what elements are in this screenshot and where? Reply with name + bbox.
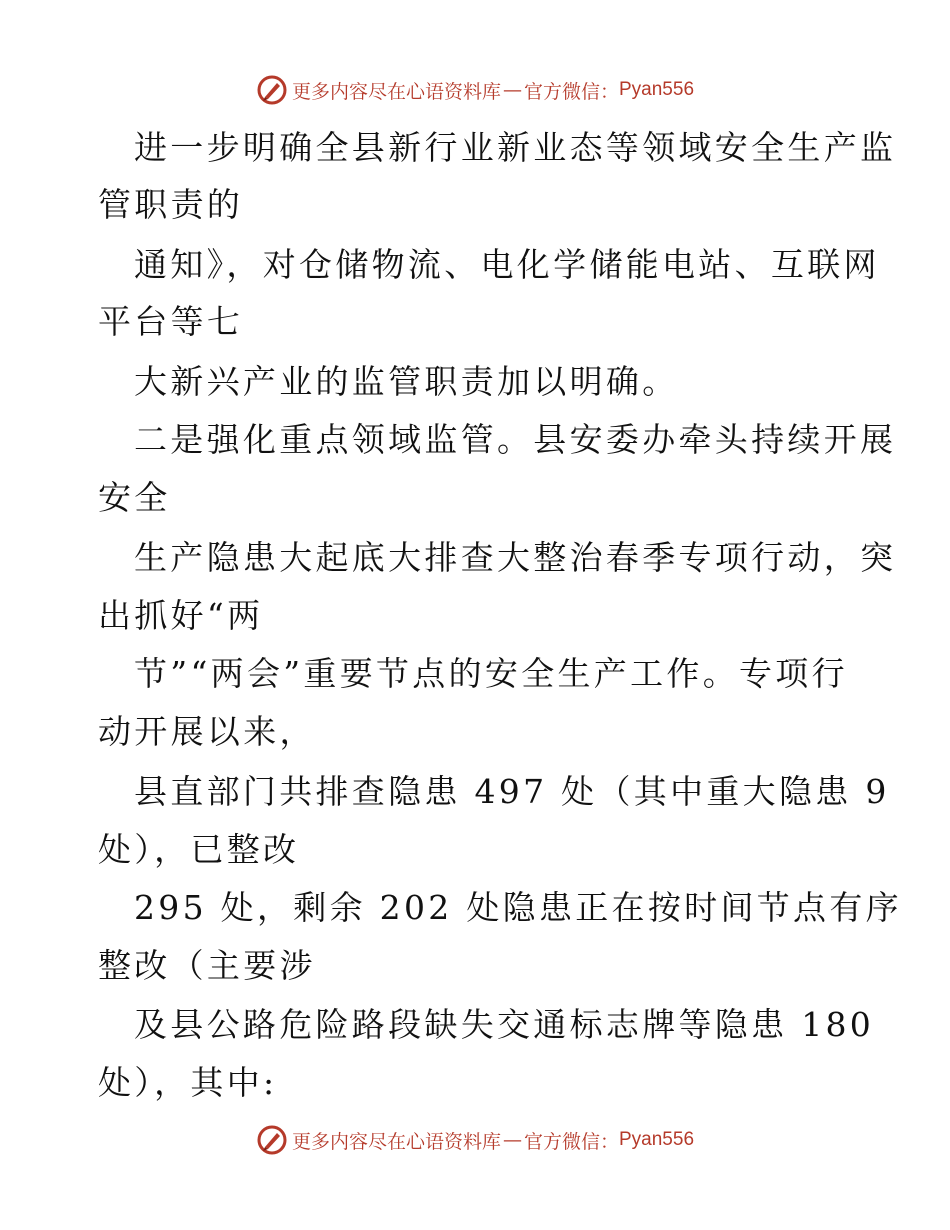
banner-wechat-id: Pyan556: [619, 79, 695, 100]
text-line: 出抓好“两: [98, 596, 264, 635]
banner-wechat-id: Pyan556: [619, 1129, 695, 1150]
text-line: 动开展以来，: [98, 712, 316, 751]
text-line: 通知》，对仓储物流、电化学储能电站、互联网: [134, 245, 880, 284]
text-line: 生产隐患大起底大排查大整治春季专项行动，突: [134, 538, 897, 577]
text-line: 处），已整改: [98, 830, 300, 869]
pen-logo-icon: [256, 1124, 288, 1156]
text-line: 及县公路危险路段缺失交通标志牌等隐患 180: [134, 1005, 875, 1044]
banner-wechat-label: 官方微信：: [523, 80, 619, 103]
pen-logo-icon: [256, 74, 288, 106]
text-line: 安全: [98, 478, 171, 517]
text-line: 二是强化重点领域监管。县安委办牵头持续开展: [134, 420, 897, 459]
text-line: 县直部门共排查隐患 497 处（其中重大隐患 9: [134, 772, 890, 811]
footer-banner: [0, 1123, 950, 1157]
header-banner: [0, 73, 950, 107]
text-line: 295 处，剩余 202 处隐患正在按时间节点有序: [134, 888, 902, 927]
text-line: 进一步明确全县新行业新业态等领域安全生产监: [134, 128, 897, 167]
banner-text: 更多内容尽在心语资料库: [291, 1130, 501, 1153]
text-line: 节”“两会”重要节点的安全生产工作。专项行: [134, 654, 848, 693]
banner-text: 更多内容尽在心语资料库: [291, 80, 501, 103]
text-line: 大新兴产业的监管职责加以明确。: [134, 362, 679, 401]
text-line: 整改（主要涉: [98, 946, 316, 985]
text-line: 处），其中:: [98, 1063, 278, 1102]
text-line: 平台等七: [98, 302, 244, 341]
banner-wechat-label: 官方微信：: [523, 1130, 619, 1153]
banner-dash: —: [502, 79, 522, 101]
text-line: 管职责的: [98, 185, 244, 224]
banner-dash: —: [502, 1129, 522, 1151]
